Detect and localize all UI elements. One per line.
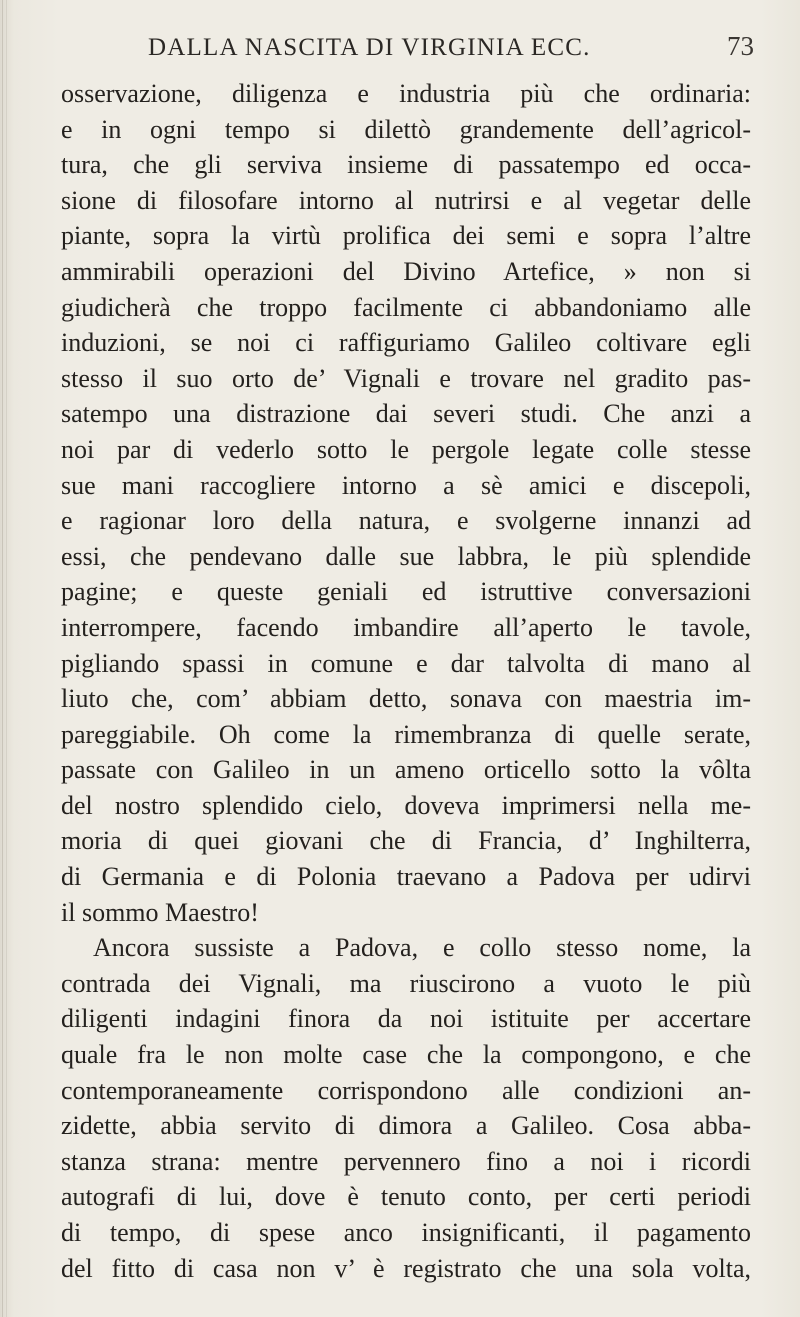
- text-line: stesso il suo orto de’ Vignali e trovare nel gradito pas-: [61, 363, 751, 393]
- text-line: pagine; e queste geniali ed istruttive conversazioni: [61, 577, 751, 607]
- text-line: satempo una distrazione dai severi studi. Che anzi a: [61, 399, 751, 429]
- text-line: quale fra le non molte case che la compongono, e che: [61, 1040, 751, 1070]
- text-line: tura, che gli serviva insieme di passatempo ed occa-: [61, 150, 751, 180]
- text-line: contrada dei Vignali, ma riuscirono a vuoto le più: [61, 968, 751, 998]
- text-line: di Germania e di Polonia traevano a Padova per udirvi: [61, 862, 751, 892]
- text-line: del fitto di casa non v’ è registrato che una sola volta,: [61, 1253, 751, 1283]
- page-edge-line: [2, 0, 3, 1317]
- text-line: osservazione, diligenza e industria più che ordinaria:: [61, 79, 751, 108]
- text-line: interrompere, facendo imbandire all’aperto le tavole,: [61, 612, 751, 642]
- text-line: Ancora sussiste a Padova, e collo stesso nome, la: [93, 933, 751, 963]
- body-text: [61, 76, 751, 1286]
- text-line: pigliando spassi in comune e dar talvolta di mano al: [61, 648, 751, 678]
- running-head: DALLA NASCITA DI VIRGINIA ECC.: [148, 34, 591, 61]
- text-line: autografi di lui, dove è tenuto conto, per certi periodi: [61, 1182, 751, 1212]
- text-line: ammirabili operazioni del Divino Artefice, » non si: [61, 256, 751, 286]
- text-line: zidette, abbia servito di dimora a Galileo. Cosa abba-: [61, 1111, 751, 1141]
- text-line: il sommo Maestro!: [61, 897, 259, 927]
- text-line: piante, sopra la virtù prolifica dei semi e sopra l’altre: [61, 221, 751, 251]
- text-line: passate con Galileo in un ameno orticello sotto la vôlta: [61, 755, 751, 785]
- text-line: moria di quei giovani che di Francia, d’ Inghilterra,: [61, 826, 751, 856]
- text-line: e in ogni tempo si dilettò grandemente dell’agricol-: [61, 114, 751, 144]
- text-line: induzioni, se noi ci raffiguriamo Galileo coltivare egli: [61, 328, 751, 358]
- text-line: sione di filosofare intorno al nutrirsi e al vegetar delle: [61, 185, 751, 215]
- text-line: sue mani raccogliere intorno a sè amici e discepoli,: [61, 470, 751, 500]
- text-line: giudicherà che troppo facilmente ci abbandoniamo alle: [61, 292, 751, 322]
- text-line: del nostro splendido cielo, doveva imprimersi nella me-: [61, 790, 751, 820]
- text-line: contemporaneamente corrispondono alle condizioni an-: [61, 1075, 751, 1105]
- text-line: stanza strana: mentre pervennero fino a noi i ricordi: [61, 1146, 751, 1176]
- text-line: diligenti indagini finora da noi istituite per accertare: [61, 1004, 751, 1034]
- text-line: noi par di vederlo sotto le pergole legate colle stesse: [61, 434, 751, 464]
- text-line: di tempo, di spese anco insignificanti, il pagamento: [61, 1218, 751, 1247]
- text-line: e ragionar loro della natura, e svolgerne innanzi ad: [61, 506, 751, 536]
- page-number: 73: [727, 31, 754, 61]
- page-edge-line: [6, 0, 7, 1317]
- text-line: pareggiabile. Oh come la rimembranza di quelle serate,: [61, 719, 751, 749]
- text-line: essi, che pendevano dalle sue labbra, le più splendide: [61, 541, 751, 571]
- text-line: liuto che, com’ abbiam detto, sonava con maestria im-: [61, 684, 751, 714]
